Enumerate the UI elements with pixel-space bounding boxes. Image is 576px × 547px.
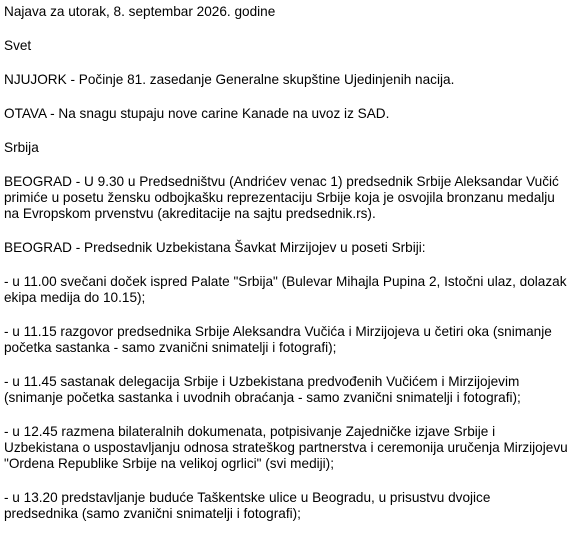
news-item: OTAVA - Na snagu stupaju nove carine Kanade na uvoz iz SAD. — [4, 106, 390, 121]
schedule-item: - u 11.45 sastanak delegacija Srbije i Uzbekistana predvođenih Vučićem i Mirzijojevim (snimanje početka sastanka i uvodnih obraćanja - samo zvanični snimatelji i fotografi); — [4, 374, 521, 405]
schedule-item: - u 13.20 predstavljanje buduće Taškentske ulice u Beogradu, u prisustvu dvojice predsednika (samo zvanični snimatelji i fotografi); — [4, 490, 491, 521]
document-heading: Najava za utorak, 8. septembar 2026. godine — [4, 4, 276, 19]
schedule-item: - u 11.15 razgovor predsednika Srbije Aleksandra Vučića i Mirzijojeva u četiri oka (snimanje početka sastanka - samo zvanični snimatelji i fotografi); — [4, 324, 552, 355]
news-item: NJUJORK - Počinje 81. zasedanje Generalne skupštine Ujedinjenih nacija. — [4, 72, 455, 87]
section-label-serbia: Srbija — [4, 140, 39, 155]
schedule-item: - u 11.00 svečani doček ispred Palate "Srbija" (Bulevar Mihajla Pupina 2, Istočni ulaz, dolazak ekipa medija do 10.15); — [4, 274, 567, 305]
news-item: BEOGRAD - U 9.30 u Predsedništvu (Andrićev venac 1) predsednik Srbije Aleksandar Vučić primiće u posetu žensku odbojkašku reprezentaciju Srbije koja je osvojila bronzanu medalju na Evropskom prvenstvu (akreditacije na sajtu predsednik.rs). — [4, 174, 559, 221]
announcement-document — [4, 4, 568, 540]
news-item: BEOGRAD - Predsednik Uzbekistana Šavkat Mirzijojev u poseti Srbiji: — [4, 240, 426, 255]
schedule-item: - u 12.45 razmena bilateralnih dokumenata, potpisivanje Zajedničke izjave Srbije i Uzbekistana o uspostavljanju odnosa strateškog partnerstva i ceremonija uručenja Mirzijojevu "Ordena Republike Srbije na velikoj ogrlici" (svi mediji); — [4, 424, 568, 471]
section-label-world: Svet — [4, 38, 32, 53]
